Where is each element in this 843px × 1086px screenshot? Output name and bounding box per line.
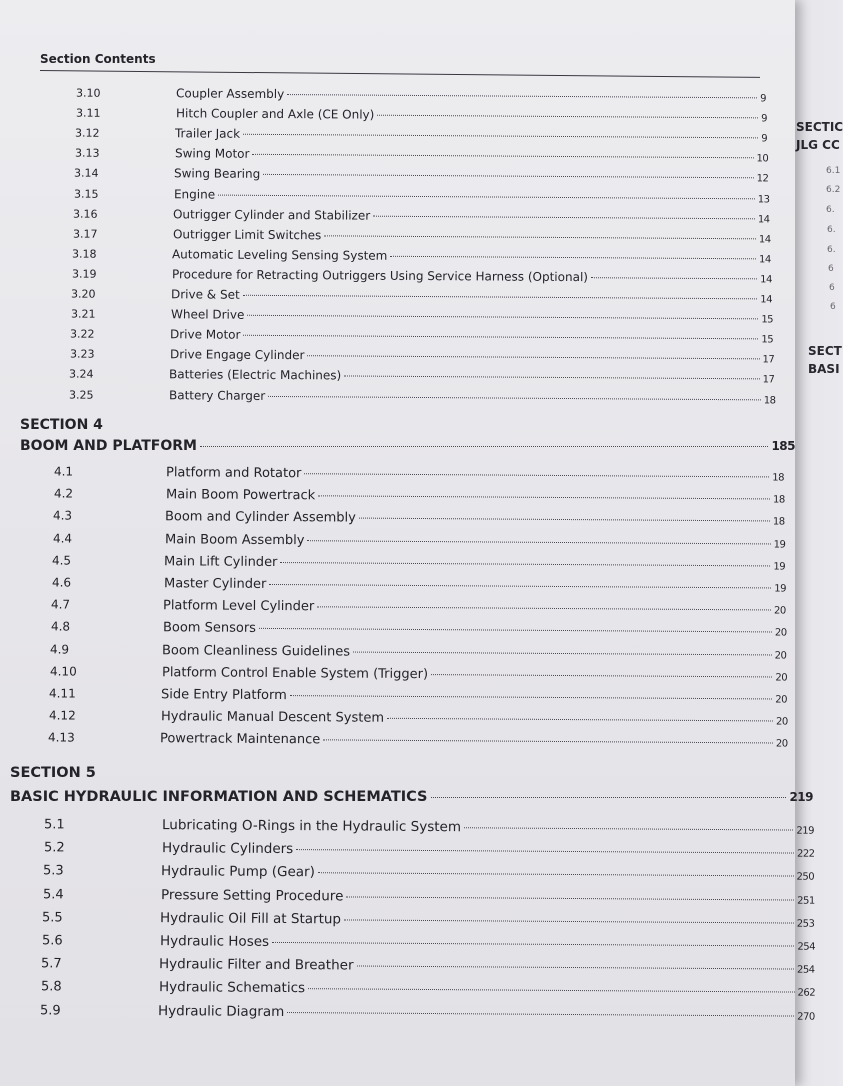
toc-entry-page: 20 [775,694,788,706]
toc-entry-page: 253 [796,918,815,930]
dot-leader [296,849,794,853]
toc-entry-page: 18 [772,516,785,528]
toc-entry-page: 18 [772,472,785,484]
toc-entry-title: Boom Cleanliness Guidelines [161,642,351,660]
toc-entry [48,731,788,751]
toc-entry [73,206,770,225]
toc-entry-number: 4.11 [48,686,76,701]
dot-leader [269,584,771,589]
toc-entry [72,226,770,245]
dot-leader [318,873,794,877]
toc-entry-title: Platform Level Cylinder [162,598,315,615]
toc-entry-number: 3.18 [71,247,97,261]
dot-leader [308,989,794,993]
toc-entry-number: 4.12 [48,708,76,723]
toc-entry-page: 13 [757,193,770,205]
toc-entry [69,367,774,386]
toc-entry-page: 17 [762,354,774,366]
dot-leader [464,827,793,830]
dot-leader [317,606,771,610]
toc-entry [44,816,814,837]
toc-entry-title: Side Entry Platform [160,687,287,704]
dot-leader [318,495,770,499]
toc-entry [50,620,786,640]
dot-leader [287,1012,794,1017]
toc-entry-title: Hydraulic Diagram [157,1002,285,1020]
toc-entry-page: 9 [760,93,767,105]
dot-leader [387,718,773,722]
toc-entry-page: 251 [796,895,815,907]
section-4-name: BOOM AND PLATFORM [20,438,197,454]
section-4-page: 185 [771,439,795,453]
toc-entry [76,86,766,105]
toc-entry-title: Platform and Rotator [165,465,302,482]
toc-entry-page: 17 [762,374,775,386]
dot-leader [346,896,794,900]
toc-entry-title: Coupler Assembly [175,86,285,102]
toc-entry [49,686,787,706]
toc-entry-title: Engine [173,186,215,202]
toc-entry-title: Hitch Coupler and Axle (CE Only) [175,106,374,122]
dot-leader [390,256,756,260]
dot-leader [307,540,770,544]
toc-entry-page: 20 [774,650,787,662]
toc-entry [75,106,766,125]
section-5-name: BASIC HYDRAULIC INFORMATION AND SCHEMATICS [10,789,428,805]
toc-entry [42,886,814,907]
toc-entry-title: Main Lift Cylinder [163,554,278,570]
dot-leader [252,154,753,158]
toc-entry-page: 254 [796,964,815,976]
toc-entry-title: Boom Sensors [162,620,256,637]
toc-entry [40,1002,815,1023]
right-page-fragment: BASI [808,362,840,376]
toc-entry-number: 5.3 [42,863,64,879]
toc-entry-number: 4.8 [50,619,70,634]
toc-entry-number: 5.4 [42,886,64,903]
dot-leader [590,277,756,279]
dot-leader [344,376,759,380]
toc-entry-number: 3.13 [74,146,100,161]
right-page-number: 6 [828,264,834,274]
toc-entry [50,642,786,662]
toc-entry [41,955,815,976]
toc-entry [49,664,786,684]
toc-entry-title: Automatic Leveling Sensing System [171,247,388,263]
toc-entry-number: 3.23 [69,347,95,362]
dot-leader [200,446,768,447]
toc-entry-page: 19 [773,561,786,573]
toc-entry-page: 14 [757,213,770,226]
toc-entry-page: 254 [796,941,815,953]
toc-entry-title: Swing Bearing [173,166,261,182]
toc-entry [74,166,768,185]
toc-entry [70,307,772,326]
toc-entry-title: Master Cylinder [163,576,266,592]
dot-leader [258,628,771,633]
toc-entry-number: 3.22 [69,327,95,341]
toc-entry [52,553,785,573]
toc-entry [54,464,784,484]
toc-entry-page: 18 [772,494,785,506]
section-4-heading [20,438,795,454]
toc-entry-title: Powertrack Maintenance [159,731,321,748]
dot-leader [218,194,755,199]
toc-entry-page: 270 [797,1011,815,1023]
toc-entry-number: 3.19 [71,267,97,281]
toc-entry [51,575,785,595]
toc-entry [69,347,773,366]
toc-entry [74,146,767,165]
toc-entry-title: Hydraulic Hoses [159,933,269,950]
toc-entry-number: 3.11 [75,106,101,120]
toc-entry-number: 5.9 [39,1002,61,1019]
toc-entry-title: Hydraulic Pump (Gear) [160,863,315,881]
toc-entry-title: Drive Engage Cylinder [169,347,305,363]
toc-entry-title: Swing Motor [174,146,250,162]
toc-entry-number: 3.15 [73,187,99,201]
dot-leader [243,295,758,300]
toc-entry-number: 3.14 [73,166,99,181]
toc-entry-page: 20 [775,738,788,750]
toc-entry-page: 262 [797,987,815,1000]
page-title: Section Contents [40,52,156,66]
dot-leader [323,740,773,744]
dot-leader [280,562,770,566]
dot-leader [247,315,758,320]
toc-entry-title: Boom and Cylinder Assembly [164,509,356,526]
toc-entry-title: Main Boom Powertrack [165,487,315,504]
dot-leader [304,473,769,477]
toc-entry-page: 20 [774,627,787,639]
right-page-number: 6. [827,245,836,255]
toc-entry-number: 5.1 [43,817,65,833]
section-4-label: SECTION 4 [20,417,103,433]
dot-leader [377,115,758,119]
toc-entry-number: 4.9 [49,642,70,657]
toc-entry [72,246,771,265]
toc-entry [71,266,771,285]
toc-entry-number: 3.24 [68,367,94,382]
toc-entry [53,487,784,507]
toc-entry-page: 250 [796,871,815,884]
toc-entry-page: 20 [774,605,786,617]
toc-entry-number: 4.10 [49,664,77,679]
toc-entry-title: Trailer Jack [174,126,241,141]
toc-entry-title: Hydraulic Schematics [158,979,305,997]
toc-entry-page: 9 [760,113,767,125]
toc-entry-title: Drive & Set [170,287,240,302]
toc-entry-title: Platform Control Enable System (Trigger) [161,665,428,682]
toc-entry-number: 5.7 [40,956,62,972]
toc-entry-page: 15 [760,314,773,326]
right-page-number: 6. [827,225,836,235]
toc-entry-title: Hydraulic Cylinders [161,840,293,858]
toc-entry-title: Procedure for Retracting Outriggers Using Service Harness (Optional) [171,267,588,285]
toc-entry-title: Batteries (Electric Machines) [168,367,342,383]
right-page-fragment: SECTIC [796,120,843,134]
toc-entry [43,863,814,884]
toc-entry-title: Outrigger Limit Switches [172,226,321,242]
toc-entry [73,186,769,205]
toc-entry-title: Outrigger Cylinder and Stabilizer [172,206,371,223]
dot-leader [357,966,794,970]
toc-entry-number: 3.21 [70,307,96,321]
toc-entry-title: Drive Motor [169,327,241,342]
dot-leader [272,942,794,947]
toc-entry-number: 4.1 [53,464,74,479]
toc-entry-number: 5.5 [41,910,63,926]
toc-entry-page: 15 [761,334,774,346]
dot-leader [243,134,758,139]
toc-entry-title: Battery Charger [168,387,265,403]
right-page-number: 6 [830,302,836,312]
toc-entry-page: 19 [773,539,785,551]
dot-leader [268,395,761,399]
toc-entry-number: 4.7 [50,597,71,612]
toc-entry [40,979,814,1000]
dot-leader [344,919,794,923]
toc-entry-title: Hydraulic Filter and Breather [158,956,354,974]
toc-entry-page: 19 [773,583,786,595]
toc-entry [75,126,767,145]
dot-leader [373,215,755,219]
toc-entry-number: 3.16 [72,207,98,221]
toc-entry-number: 4.3 [52,508,73,523]
toc-entry-number: 4.4 [52,531,72,546]
dot-leader [307,355,759,359]
right-page-fragment: SECT [808,344,842,358]
toc-entry-page: 14 [760,294,773,306]
toc-entry-page: 14 [759,254,771,266]
toc-entry [41,932,814,953]
dot-leader [263,174,753,178]
section-5-page: 219 [789,790,813,804]
toc-entry-page: 20 [774,672,787,684]
toc-entry [43,839,814,860]
toc-entry-title: Hydraulic Manual Descent System [160,709,384,726]
toc-entry-page: 12 [756,173,769,185]
toc-entry-number: 5.8 [40,979,62,995]
toc-entry-number: 5.6 [41,933,63,949]
toc-entry-number: 4.13 [47,730,75,745]
dot-leader [431,674,772,677]
toc-entry-title: Main Boom Assembly [164,531,305,548]
toc-entry-page: 18 [763,394,776,406]
toc-entry [70,327,773,346]
toc-entry-page: 9 [761,133,768,145]
toc-entry-number: 5.2 [43,840,65,856]
dot-leader [243,335,758,340]
toc-entry [42,909,814,930]
toc-entry-title: Wheel Drive [170,307,244,322]
toc-entry [48,709,787,729]
toc-entry-number: 3.10 [75,86,101,100]
toc-entry-title: Pressure Setting Procedure [160,886,343,904]
dot-leader [287,94,757,98]
right-page-number: 6.2 [826,185,841,195]
toc-entry [68,387,775,406]
toc-entry-page: 14 [758,234,771,246]
dot-leader [359,518,770,522]
toc-entry-title: Hydraulic Oil Fill at Startup [159,909,342,928]
toc-entry-number: 3.12 [74,126,100,140]
toc-entry [53,509,785,529]
toc-entry-page: 219 [796,825,815,837]
toc-entry-number: 3.17 [72,227,98,241]
right-page-number: 6.1 [826,166,841,176]
toc-entry [51,598,786,618]
section-5-label: SECTION 5 [10,765,96,781]
toc-entry-page: 10 [756,153,768,165]
toc-entry [52,531,784,551]
dot-leader [431,797,787,798]
toc-entry-page: 222 [796,848,815,860]
right-page-fragment: JLG CC [796,138,840,152]
toc-entry-number: 3.25 [68,388,94,402]
toc-entry-number: 4.5 [51,553,72,568]
toc-entry-number: 3.20 [70,287,96,301]
toc-entry-page: 20 [775,716,788,728]
toc-entry-page: 14 [759,274,772,286]
right-page-number: 6. [826,205,835,215]
toc-entry-title: Lubricating O-Rings in the Hydraulic System [161,817,462,836]
section-5-heading [10,789,813,805]
toc-entry-number: 4.2 [53,486,73,501]
toc-entry-number: 4.6 [51,575,71,590]
dot-leader [324,235,756,239]
right-page-number: 6 [829,283,835,293]
dot-leader [290,695,772,699]
dot-leader [353,651,772,655]
toc-entry [71,287,772,306]
